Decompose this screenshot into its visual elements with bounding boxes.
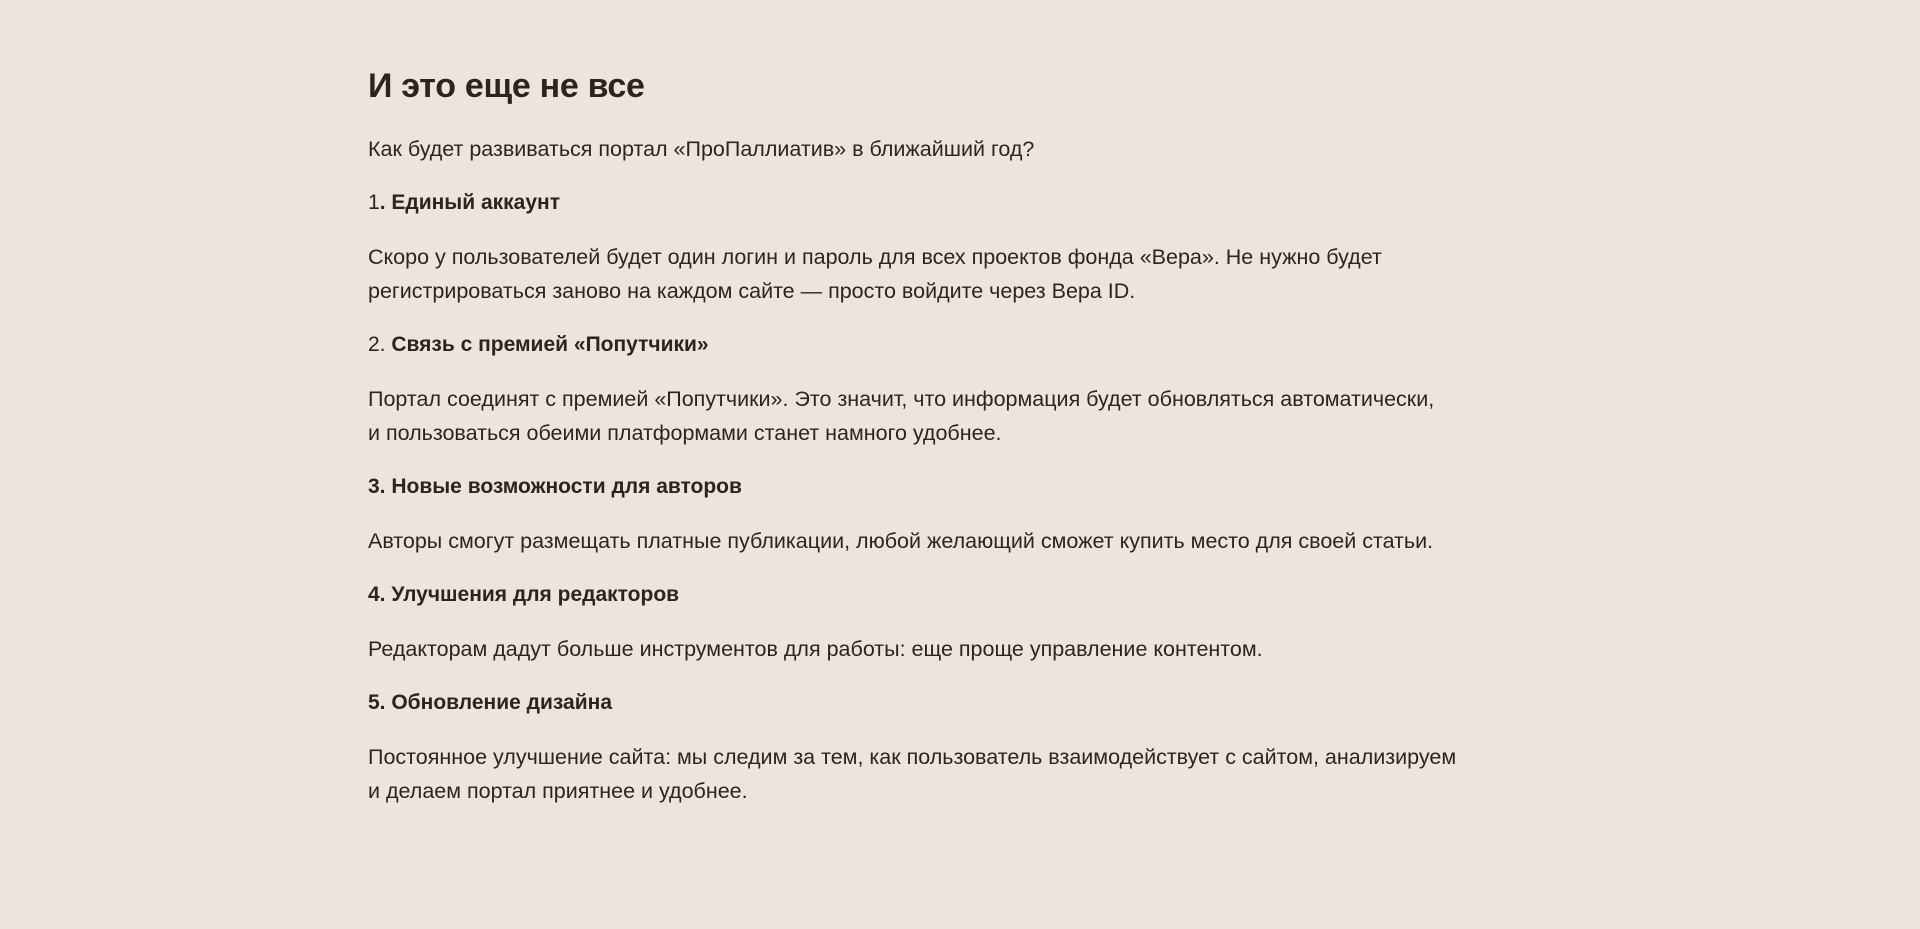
intro-text: Как будет развиваться портал «ПроПаллиатив» в ближайший год?: [368, 137, 1035, 161]
text-line: Скоро у пользователей будет один логин и пароль для всех проектов фонда «Вера». Не нужно будет: [368, 245, 1382, 269]
item-number: 2.: [368, 333, 392, 356]
text-line: и пользоваться обеими платформами станет намного удобнее.: [368, 421, 1002, 445]
item-number: 1: [368, 191, 380, 214]
item-text-1: [368, 240, 1568, 308]
text-line: регистрироваться заново на каждом сайте — просто войдите через Вера ID.: [368, 279, 1136, 303]
text-line: Постоянное улучшение сайта: мы следим за тем, как пользователь взаимодействует с сайтом, анализируем: [368, 745, 1457, 769]
item-text-5: [368, 740, 1568, 808]
item-number: 3.: [368, 475, 386, 498]
item-heading-text: Новые возможности для авторов: [385, 475, 742, 498]
section-title: И это еще не все: [368, 67, 645, 105]
article-content: [368, 66, 1568, 828]
item-heading-text: Связь с премией «Попутчики»: [391, 333, 709, 356]
text-line: и делаем портал приятнее и удобнее.: [368, 779, 748, 803]
item-heading-2: [368, 328, 1568, 362]
item-text-4: [368, 632, 1568, 666]
item-number: 5.: [368, 691, 386, 714]
item-heading-3: [368, 470, 1568, 504]
item-heading-text: Обновление дизайна: [385, 691, 613, 714]
item-heading-4: [368, 578, 1568, 612]
item-number: 4.: [368, 583, 386, 606]
item-heading-text: . Единый аккаунт: [379, 191, 560, 214]
item-heading-5: [368, 686, 1568, 720]
item-text-2: [368, 382, 1568, 450]
text-line: Портал соединят с премией «Попутчики». Это значит, что информация будет обновляться автоматически,: [368, 387, 1435, 411]
text-line: Авторы смогут размещать платные публикации, любой желающий сможет купить место для своей статьи.: [368, 529, 1434, 553]
item-heading-1: [368, 186, 1568, 220]
text-line: Редакторам дадут больше инструментов для работы: еще проще управление контентом.: [368, 637, 1263, 661]
item-text-3: [368, 524, 1568, 558]
item-heading-text: Улучшения для редакторов: [385, 583, 680, 606]
